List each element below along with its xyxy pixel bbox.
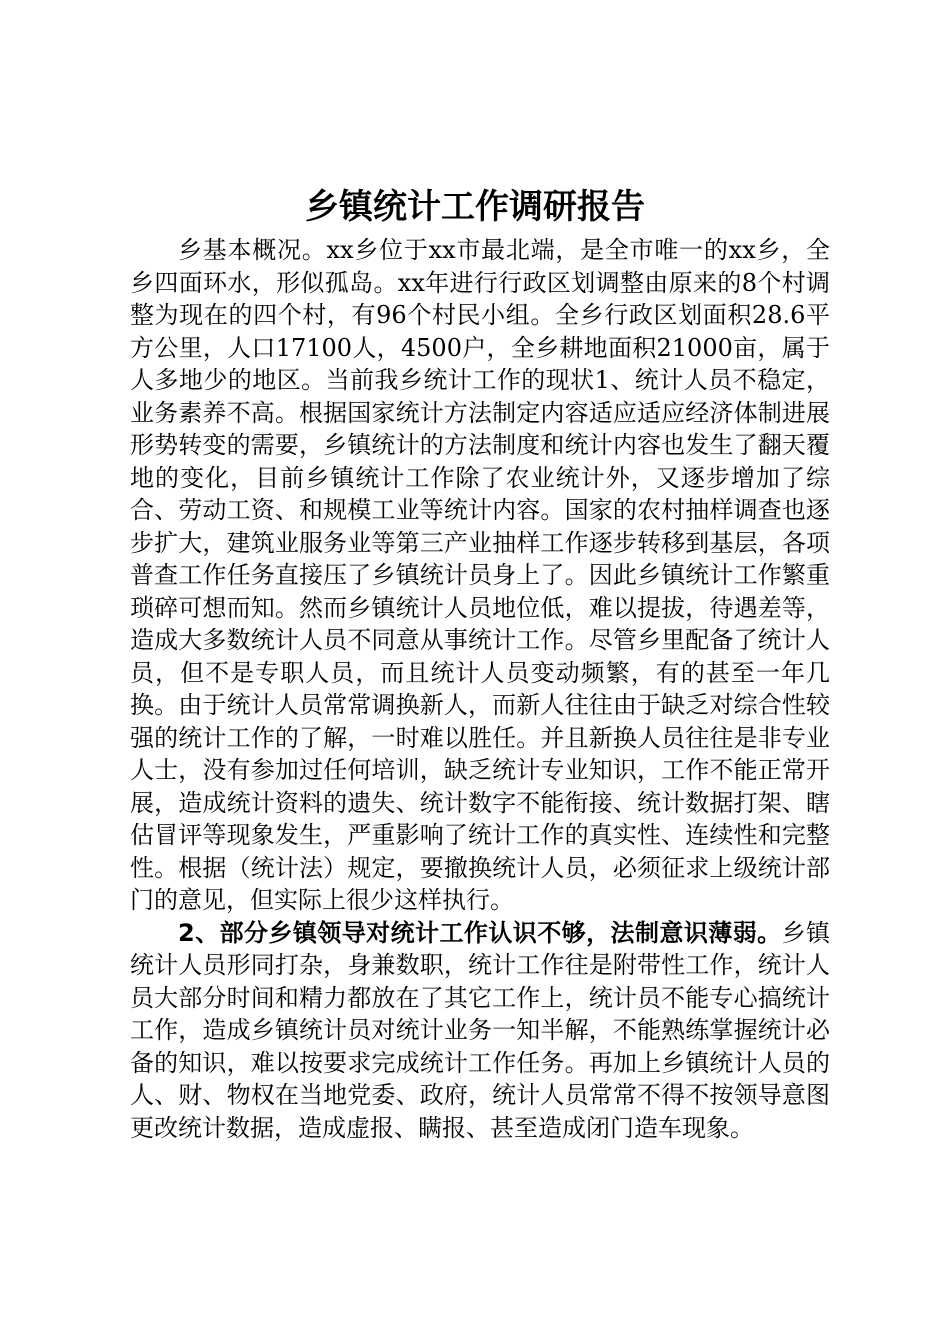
paragraph-overview (130, 234, 830, 917)
paragraph-text: 乡基本概况。xx乡位于xx市最北端，是全市唯一的xx乡，全乡四面环水，形似孤岛。xx年进行行政区划调整由原来的8个村调整为现在的四个村，有96个村民小组。全乡行政区划面积28.6平方公里，人口17100人，4500户，全乡耕地面积21000亩，属于人多地少的地区。当前我乡统计工作的现状1、统计人员不稳定，业务素养不高。根据国家统计方法制定内容适应适应经济体制进展形势转变的需要，乡镇统计的方法制度和统计内容也发生了翻天覆地的变化，目前乡镇统计工作除了农业统计外，又逐步增加了综合、劳动工资、和规模工业等统计内容。国家的农村抽样调查也逐步扩大，建筑业服务业等第三产业抽样工作逐步转移到基层，各项普查工作任务直接压了乡镇统计员身上了。因此乡镇统计工作繁重琐碎可想而知。然而乡镇统计人员地位低，难以提拔，待遇差等，造成大多数统计人员不同意从事统计工作。尽管乡里配备了统计人员，但不是专职人员，而且统计人员变动频繁，有的甚至一年几换。由于统计人员常常调换新人，而新人往往由于缺乏对综合性较强的统计工作的了解，一时难以胜任。并且新换人员往往是非专业人士，没有参加过任何培训，缺乏统计专业知识，工作不能正常开展，造成统计资料的遗失、统计数字不能衔接、统计数据打架、瞎估冒评等现象发生，严重影响了统计工作的真实性、连续性和完整性。根据（统计法）规定，要撤换统计人员，必须征求上级统计部门的意见，但实际上很少这样执行。 (130, 236, 830, 914)
document-title: 乡镇统计工作调研报告 (305, 187, 645, 227)
paragraph-lead-heading: 2、部分乡镇领导对统计工作认识不够，法制意识薄弱。 (178, 918, 782, 947)
document-body (130, 234, 830, 1144)
paragraph-leadership (130, 917, 830, 1145)
paragraph-text: 乡镇统计人员形同打杂，身兼数职，统计工作往是附带性工作，统计人员大部分时间和精力都放在了其它工作上，统计员不能专心搞统计工作，造成乡镇统计员对统计业务一知半解，不能熟练掌握统计必备的知识，难以按要求完成统计工作任务。再加上乡镇统计人员的人、财、物权在当地党委、政府，统计人员常常不得不按领导意图更改统计数据，造成虚报、瞒报、甚至造成闭门造车现象。 (130, 918, 830, 1142)
